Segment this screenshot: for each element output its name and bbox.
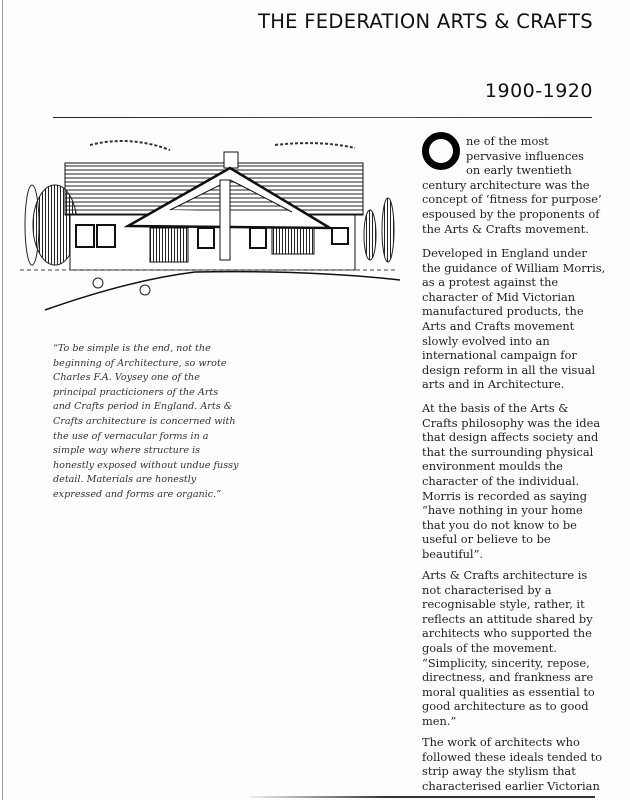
text-line: men.”	[422, 713, 457, 728]
text-line: manufactured products, the	[422, 304, 584, 319]
text-line: Developed in England under	[422, 246, 587, 260]
paragraph-1	[422, 134, 622, 236]
text-line: recognisable style, rather, it	[422, 597, 585, 612]
text-line: environment moulds the	[422, 459, 563, 474]
text-line: “have nothing in your home	[422, 503, 583, 518]
paragraph-3	[422, 401, 622, 562]
quote-line: “To be simple is the end, not the	[53, 343, 211, 354]
text-line: Crafts philosophy was the idea	[422, 415, 601, 430]
text-line: international campaign for	[422, 348, 577, 363]
text-line: that you do not know to be	[422, 517, 577, 532]
text-line: Arts and Crafts movement	[422, 318, 575, 333]
text-line: century architecture was the	[422, 177, 590, 192]
text-line: “Simplicity, sincerity, repose,	[422, 655, 590, 670]
text-line: reflects an attitude shared by	[422, 611, 593, 626]
text-line: architects who supported the	[422, 626, 592, 641]
paragraph-4	[422, 568, 622, 729]
house-illustration	[20, 140, 400, 330]
quote-line: simple way where structure is	[53, 445, 201, 457]
text-line: goals of the movement.	[422, 640, 557, 655]
text-line: directness, and frankness are	[422, 670, 594, 685]
quote-line: Crafts architecture is concerned with	[53, 415, 236, 427]
page-title: THE FEDERATION ARTS & CRAFTS	[258, 10, 593, 33]
quote-line: the use of vernacular forms in a	[53, 430, 209, 442]
text-line: ne of the most	[466, 134, 549, 148]
quote-line: beginning of Architecture, so wrote	[53, 357, 227, 369]
period-subtitle: 1900-1920	[484, 80, 593, 102]
quote-line: honestly exposed without undue fussy	[53, 459, 239, 471]
text-line: Arts & Crafts architecture is	[422, 568, 588, 582]
quote-line: detail. Materials are honestly	[53, 474, 197, 486]
text-line: not characterised by a	[422, 582, 552, 597]
page-edge	[2, 0, 3, 800]
quote-line: principal practicioners of the Arts	[53, 386, 219, 398]
text-line: concept of ‘fitness for purpose’	[422, 192, 602, 207]
voysey-quote	[53, 342, 323, 503]
text-line: slowly evolved into an	[422, 333, 550, 348]
paragraph-5	[422, 735, 622, 793]
text-line: that the surrounding physical	[422, 444, 594, 459]
text-line: The work of architects who	[422, 735, 580, 749]
text-line: the guidance of William Morris,	[422, 260, 606, 275]
text-line: arts and in Architecture.	[422, 377, 565, 392]
footer-divider	[250, 796, 595, 798]
text-line: strip away the stylism that	[422, 764, 576, 779]
text-line: beautiful”.	[422, 546, 484, 561]
text-line: Morris is recorded as saying	[422, 488, 588, 503]
text-line: on early twentieth	[466, 163, 572, 178]
text-line: character of Mid Victorian	[422, 289, 576, 304]
quote-line: and Crafts period in England. Arts &	[53, 401, 233, 413]
text-line: good architecture as to good	[422, 699, 589, 714]
quote-line: Charles F.A. Voysey one of the	[53, 372, 200, 384]
text-line: espoused by the proponents of	[422, 206, 600, 221]
text-line: pervasive influences	[466, 148, 584, 163]
text-line: moral qualities as essential to	[422, 684, 595, 699]
text-line: the Arts & Crafts movement.	[422, 221, 589, 236]
text-line: At the basis of the Arts &	[422, 401, 569, 415]
text-line: followed these ideals tended to	[422, 749, 603, 764]
text-line: useful or believe to be	[422, 532, 551, 547]
text-line: that design affects society and	[422, 430, 599, 445]
text-line: as a protest against the	[422, 275, 559, 290]
text-line: characterised earlier Victorian	[422, 778, 600, 793]
quote-line: expressed and forms are organic.”	[53, 488, 222, 500]
text-line: design reform in all the visual	[422, 362, 596, 377]
header-divider	[53, 117, 592, 118]
text-line: character of the individual.	[422, 473, 580, 488]
paragraph-2	[422, 246, 622, 392]
